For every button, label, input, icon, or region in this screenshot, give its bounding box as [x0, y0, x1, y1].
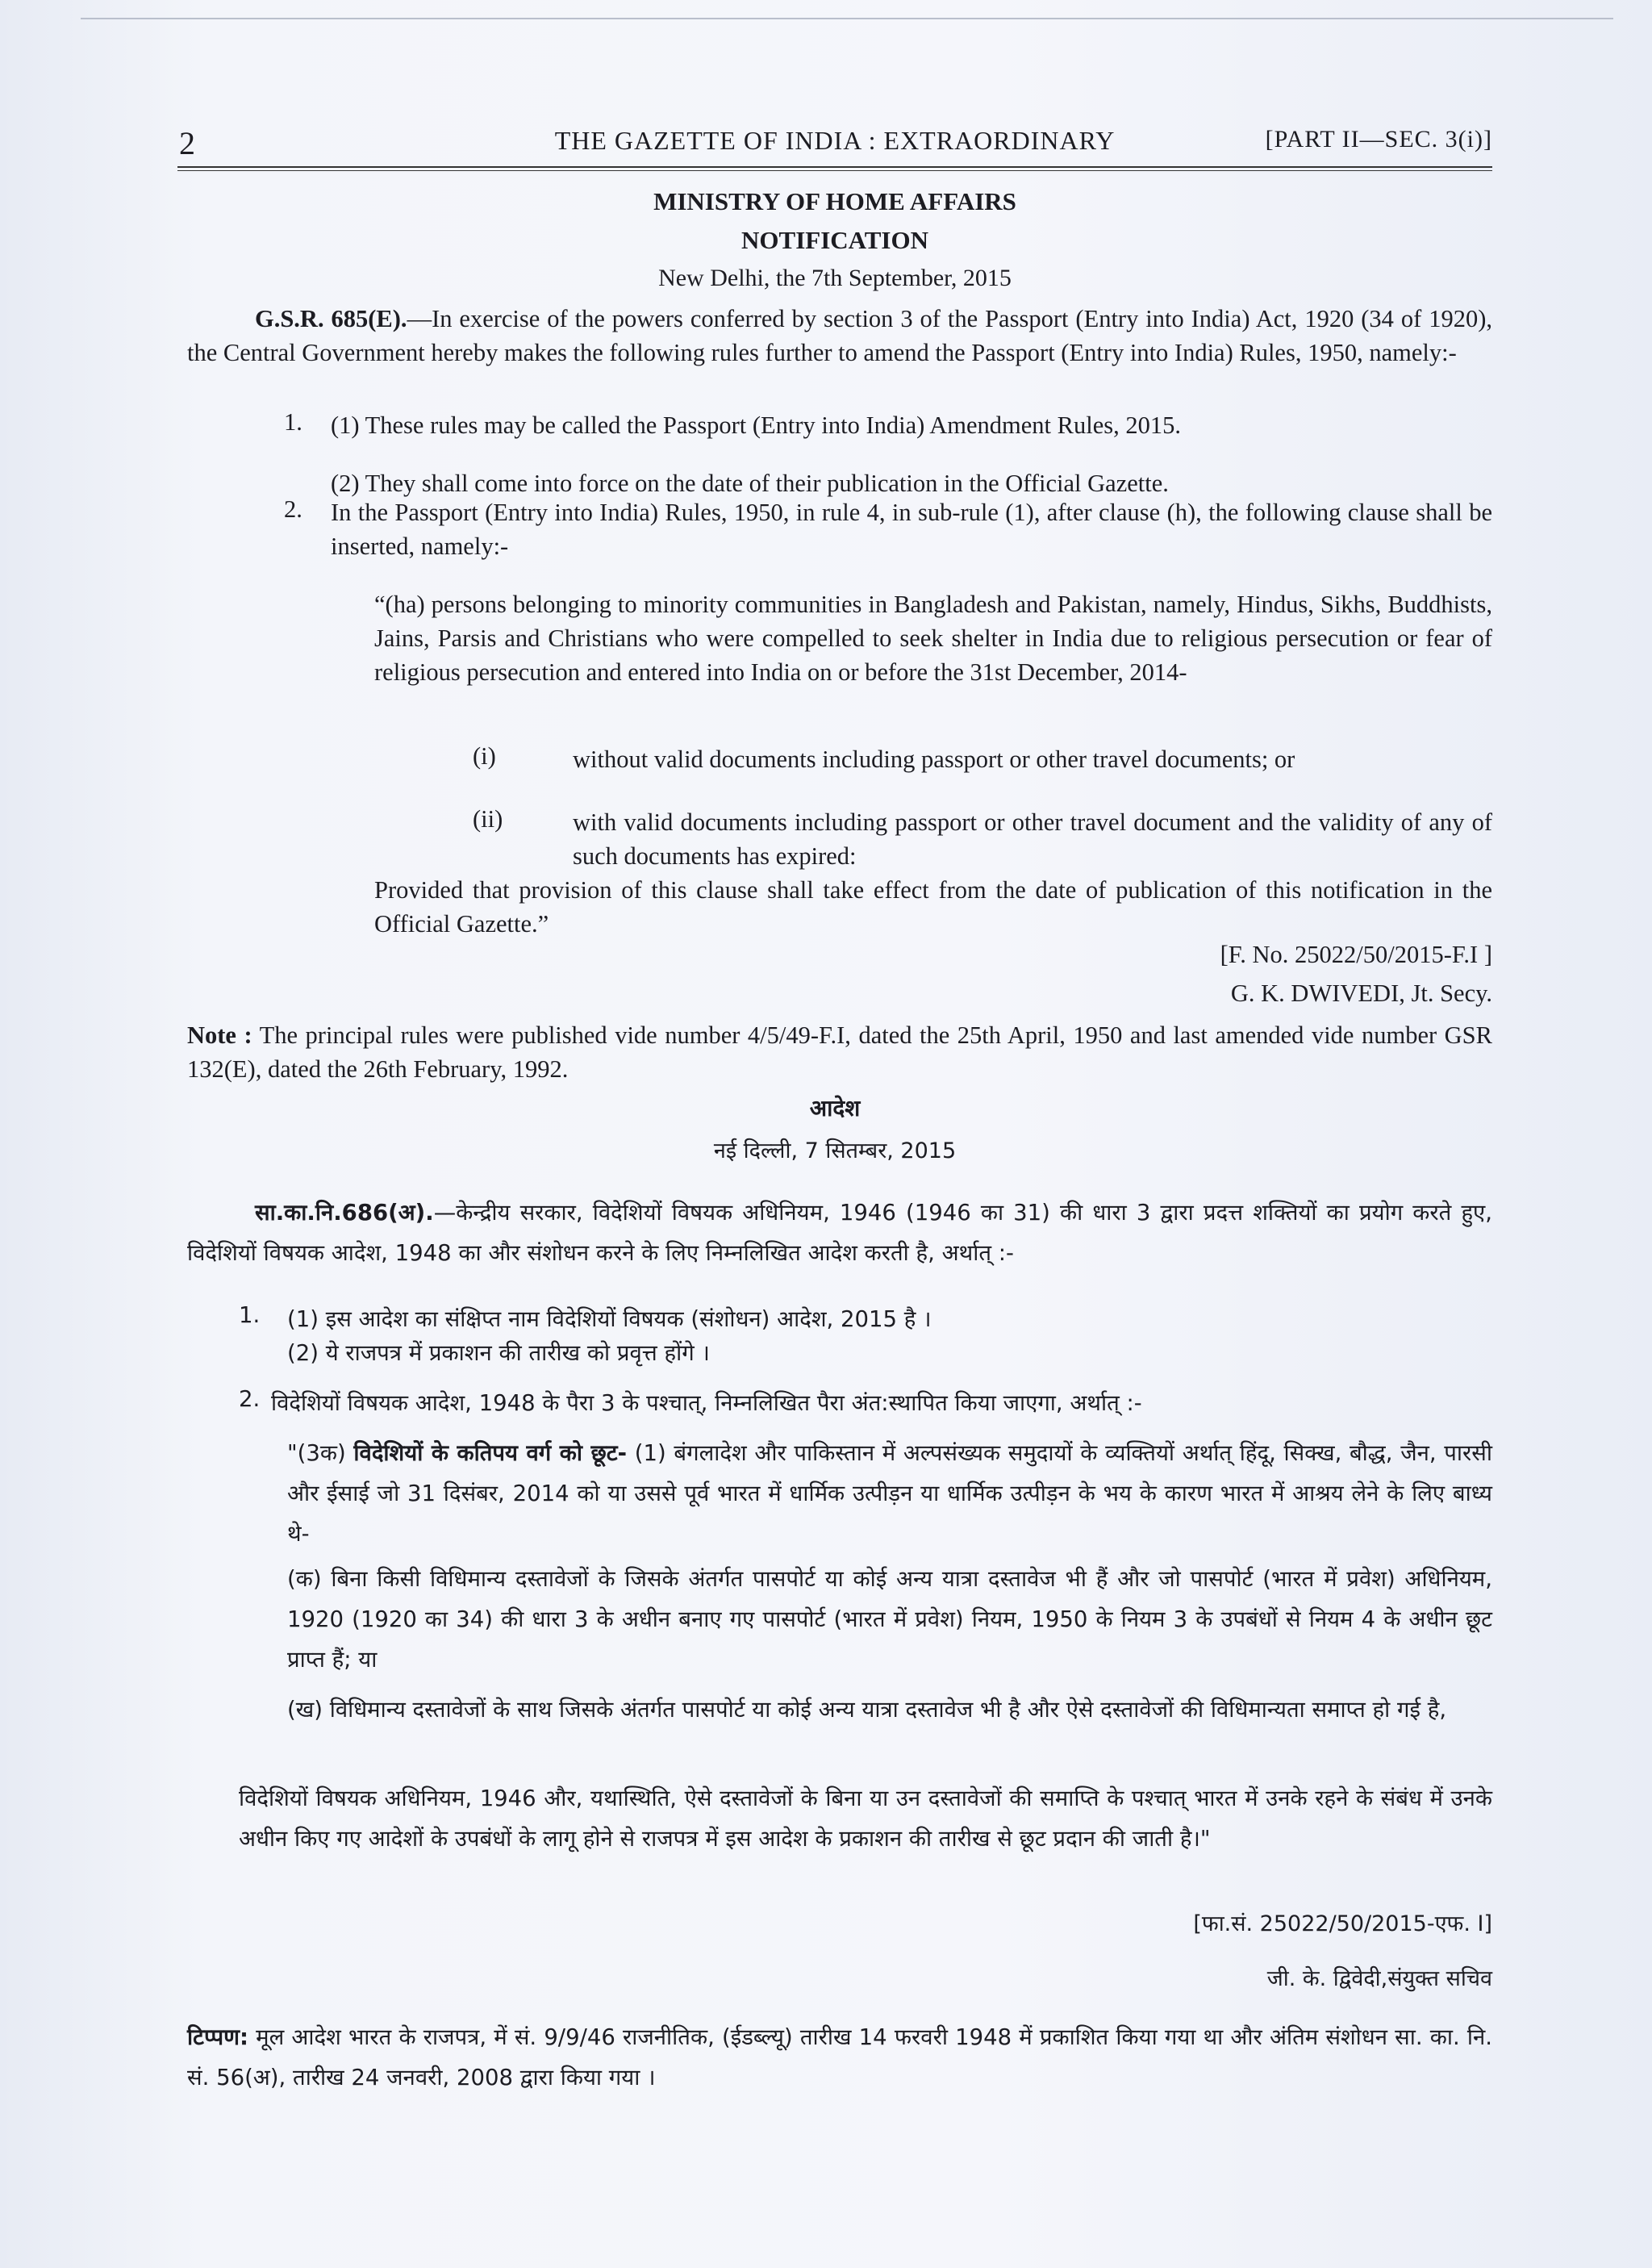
note-paragraph: [187, 1018, 1492, 1086]
hindi-sakani-paragraph: [187, 1192, 1492, 1273]
hindi-para-2-text: विदेशियों विषयक आदेश, 1948 के पैरा 3 के पश्चात्, निम्नलिखित पैरा अंत:स्थापित किया जाएगा, अर्थात् :-: [271, 1390, 1142, 1416]
hindi-closing: विदेशियों विषयक अधिनियम, 1946 और, यथास्थिति, ऐसे दस्तावेजों के बिना या उन दस्तावेजों की समाप्ति के पश्चात् भारत में उनके रहने के संबंध में उनके अधीन किए गए आदेशों के उपबंधों के लागू होने से राजपत्र में इस आदेश के प्रकाशन की तारीख से छूट प्रदान की जाती है।": [239, 1786, 1492, 1852]
hindi-note-text: मूल आदेश भारत के राजपत्र, में सं. 9/9/46 राजनीतिक, (ईडब्ल्यू) तारीख 14 फरवरी 1948 में प्रकाशित किया गया था और अंतिम संशोधन सा. का. नि. सं. 56(अ), तारीख 24 जनवरी, 2008 द्वारा किया गया ।: [187, 2024, 1492, 2090]
hindi-note-label: टिप्पण:: [187, 2024, 248, 2050]
sub-clause-i-text: without valid documents including passport or other travel documents; or: [573, 746, 1295, 773]
rule-2-text: In the Passport (Entry into India) Rules, 1950, in rule 4, in sub-rule (1), after clause (h), the following clause shall be inserted, namely:-: [331, 499, 1492, 560]
gsr-label: G.S.R. 685(E).: [255, 305, 407, 332]
signatory: G. K. DWIVEDI, Jt. Secy.: [1230, 979, 1492, 1007]
header-rule: [177, 166, 1492, 168]
hindi-date: नई दिल्ली, 7 सितम्बर, 2015: [713, 1138, 957, 1163]
sub-clause-i-label: (i): [473, 742, 496, 770]
gazette-title: THE GAZETTE OF INDIA : EXTRAORDINARY: [554, 126, 1116, 155]
hindi-clause-kha: (ख) विधिमान्य दस्तावेजों के साथ जिसके अंतर्गत पासपोर्ट या कोई अन्य यात्रा दस्तावेज भी है और ऐसे दस्तावेजों की विधिमान्यता समाप्त हो गई है,: [287, 1697, 1447, 1723]
hindi-para-1-number: 1.: [239, 1302, 261, 1328]
ministry-heading: MINISTRY OF HOME AFFAIRS: [653, 187, 1016, 215]
notification-heading: NOTIFICATION: [741, 226, 928, 254]
rule-2-number: 2.: [284, 495, 302, 523]
header-rule-thin: [177, 170, 1492, 171]
rule-1-2: (2) They shall come into force on the date of their publication in the Official Gazette.: [331, 470, 1169, 497]
rule-1-number: 1.: [284, 408, 302, 436]
scan-top-rule: [81, 18, 1613, 19]
hindi-para-1-1: (1) इस आदेश का संक्षिप्त नाम विदेशियों विषयक (संशोधन) आदेश, 2015 है ।: [287, 1306, 932, 1332]
hindi-note-paragraph: [187, 2017, 1492, 2098]
hindi-para-2-number: 2.: [239, 1386, 261, 1412]
sub-clause-ii-text: with valid documents including passport or other travel document and the validity of any of such documents has expired:: [573, 808, 1492, 870]
sub-clause-ii-label: (ii): [473, 805, 503, 833]
page-number: 2: [179, 125, 196, 161]
hindi-file-number: [फा.सं. 25022/50/2015-एफ. I]: [1193, 1911, 1492, 1936]
rule-1-1: (1) These rules may be called the Passport (Entry into India) Amendment Rules, 2015.: [331, 411, 1181, 439]
hindi-order-heading: आदेश: [809, 1095, 861, 1121]
hindi-sakani-text: —केन्द्रीय सरकार, विदेशियों विषयक अधिनियम, 1946 (1946 का 31) की धारा 3 द्वारा प्रदत्त शक्तियों का प्रयोग करते हुए, विदेशियों विषयक आदेश, 1948 का और संशोधन करने के लिए निम्नलिखित आदेश करती है, अर्थात् :-: [187, 1200, 1492, 1266]
hindi-para-3k-open: "(3क): [287, 1440, 346, 1466]
gsr-text: —In exercise of the powers conferred by section 3 of the Passport (Entry into India) Act, 1920 (34 of 1920), the Central Government hereby makes the following rules further to amend the Passport (Entry into India) Rules, 1950, namely:-: [187, 305, 1492, 366]
hindi-sakani-label: सा.का.नि.686(अ).: [255, 1200, 434, 1226]
hindi-para-3k: [287, 1433, 1492, 1554]
proviso: Provided that provision of this clause shall take effect from the date of publication of this notification in the Official Gazette.”: [374, 876, 1492, 938]
hindi-para-3k-heading: विदेशियों के कतिपय वर्ग को छूट-: [353, 1440, 628, 1466]
hindi-signatory: जी. के. द्विवेदी,संयुक्त सचिव: [1266, 1966, 1492, 1991]
note-text: The principal rules were published vide number 4/5/49-F.I, dated the 25th April, 1950 and last amended vide number GSR 132(E), dated the 26th February, 1992.: [187, 1021, 1492, 1083]
page-header: [177, 124, 1492, 165]
note-label: Note :: [187, 1021, 252, 1049]
file-number: [F. No. 25022/50/2015-F.I ]: [1220, 941, 1492, 968]
part-section: [PART II—SEC. 3(i)]: [1265, 126, 1492, 152]
hindi-para-1-2: (2) ये राजपत्र में प्रकाशन की तारीख को प्रवृत्त होंगे ।: [287, 1340, 710, 1366]
hindi-clause-ka: (क) बिना किसी विधिमान्य दस्तावेजों के जिसके अंतर्गत पासपोर्ट या कोई अन्य यात्रा दस्तावेज भी हैं और जो पासपोर्ट (भारत में प्रवेश) अधिनियम, 1920 (1920 का 34) की धारा 3 के अधीन बनाए गए पासपोर्ट (भारत में प्रवेश) नियम, 1950 के नियम 3 के उपबंधों से नियम 4 के अधीन छूट प्राप्त हैं; या: [287, 1566, 1492, 1673]
hindi-para-3k-text: (1) बंगलादेश और पाकिस्तान में अल्पसंख्यक समुदायों के व्यक्तियों अर्थात् हिंदू, सिक्ख, बौद्ध, जैन, पारसी और ईसाई जो 31 दिसंबर, 2014 को या उससे पूर्व भारत में धार्मिक उत्पीड़न या धार्मिक उत्पीड़न के भय के कारण भारत में आश्रय लेने के लिए बाध्य थे-: [287, 1440, 1492, 1547]
notification-date: New Delhi, the 7th September, 2015: [658, 265, 1012, 291]
gsr-paragraph: [187, 302, 1492, 370]
clause-ha: “(ha) persons belonging to minority communities in Bangladesh and Pakistan, namely, Hindus, Sikhs, Buddhists, Jains, Parsis and Christians who were compelled to seek shelter in India due to religious persecution or fear of religious persecution and entered into India on or before the 31st December, 2014-: [374, 591, 1492, 686]
